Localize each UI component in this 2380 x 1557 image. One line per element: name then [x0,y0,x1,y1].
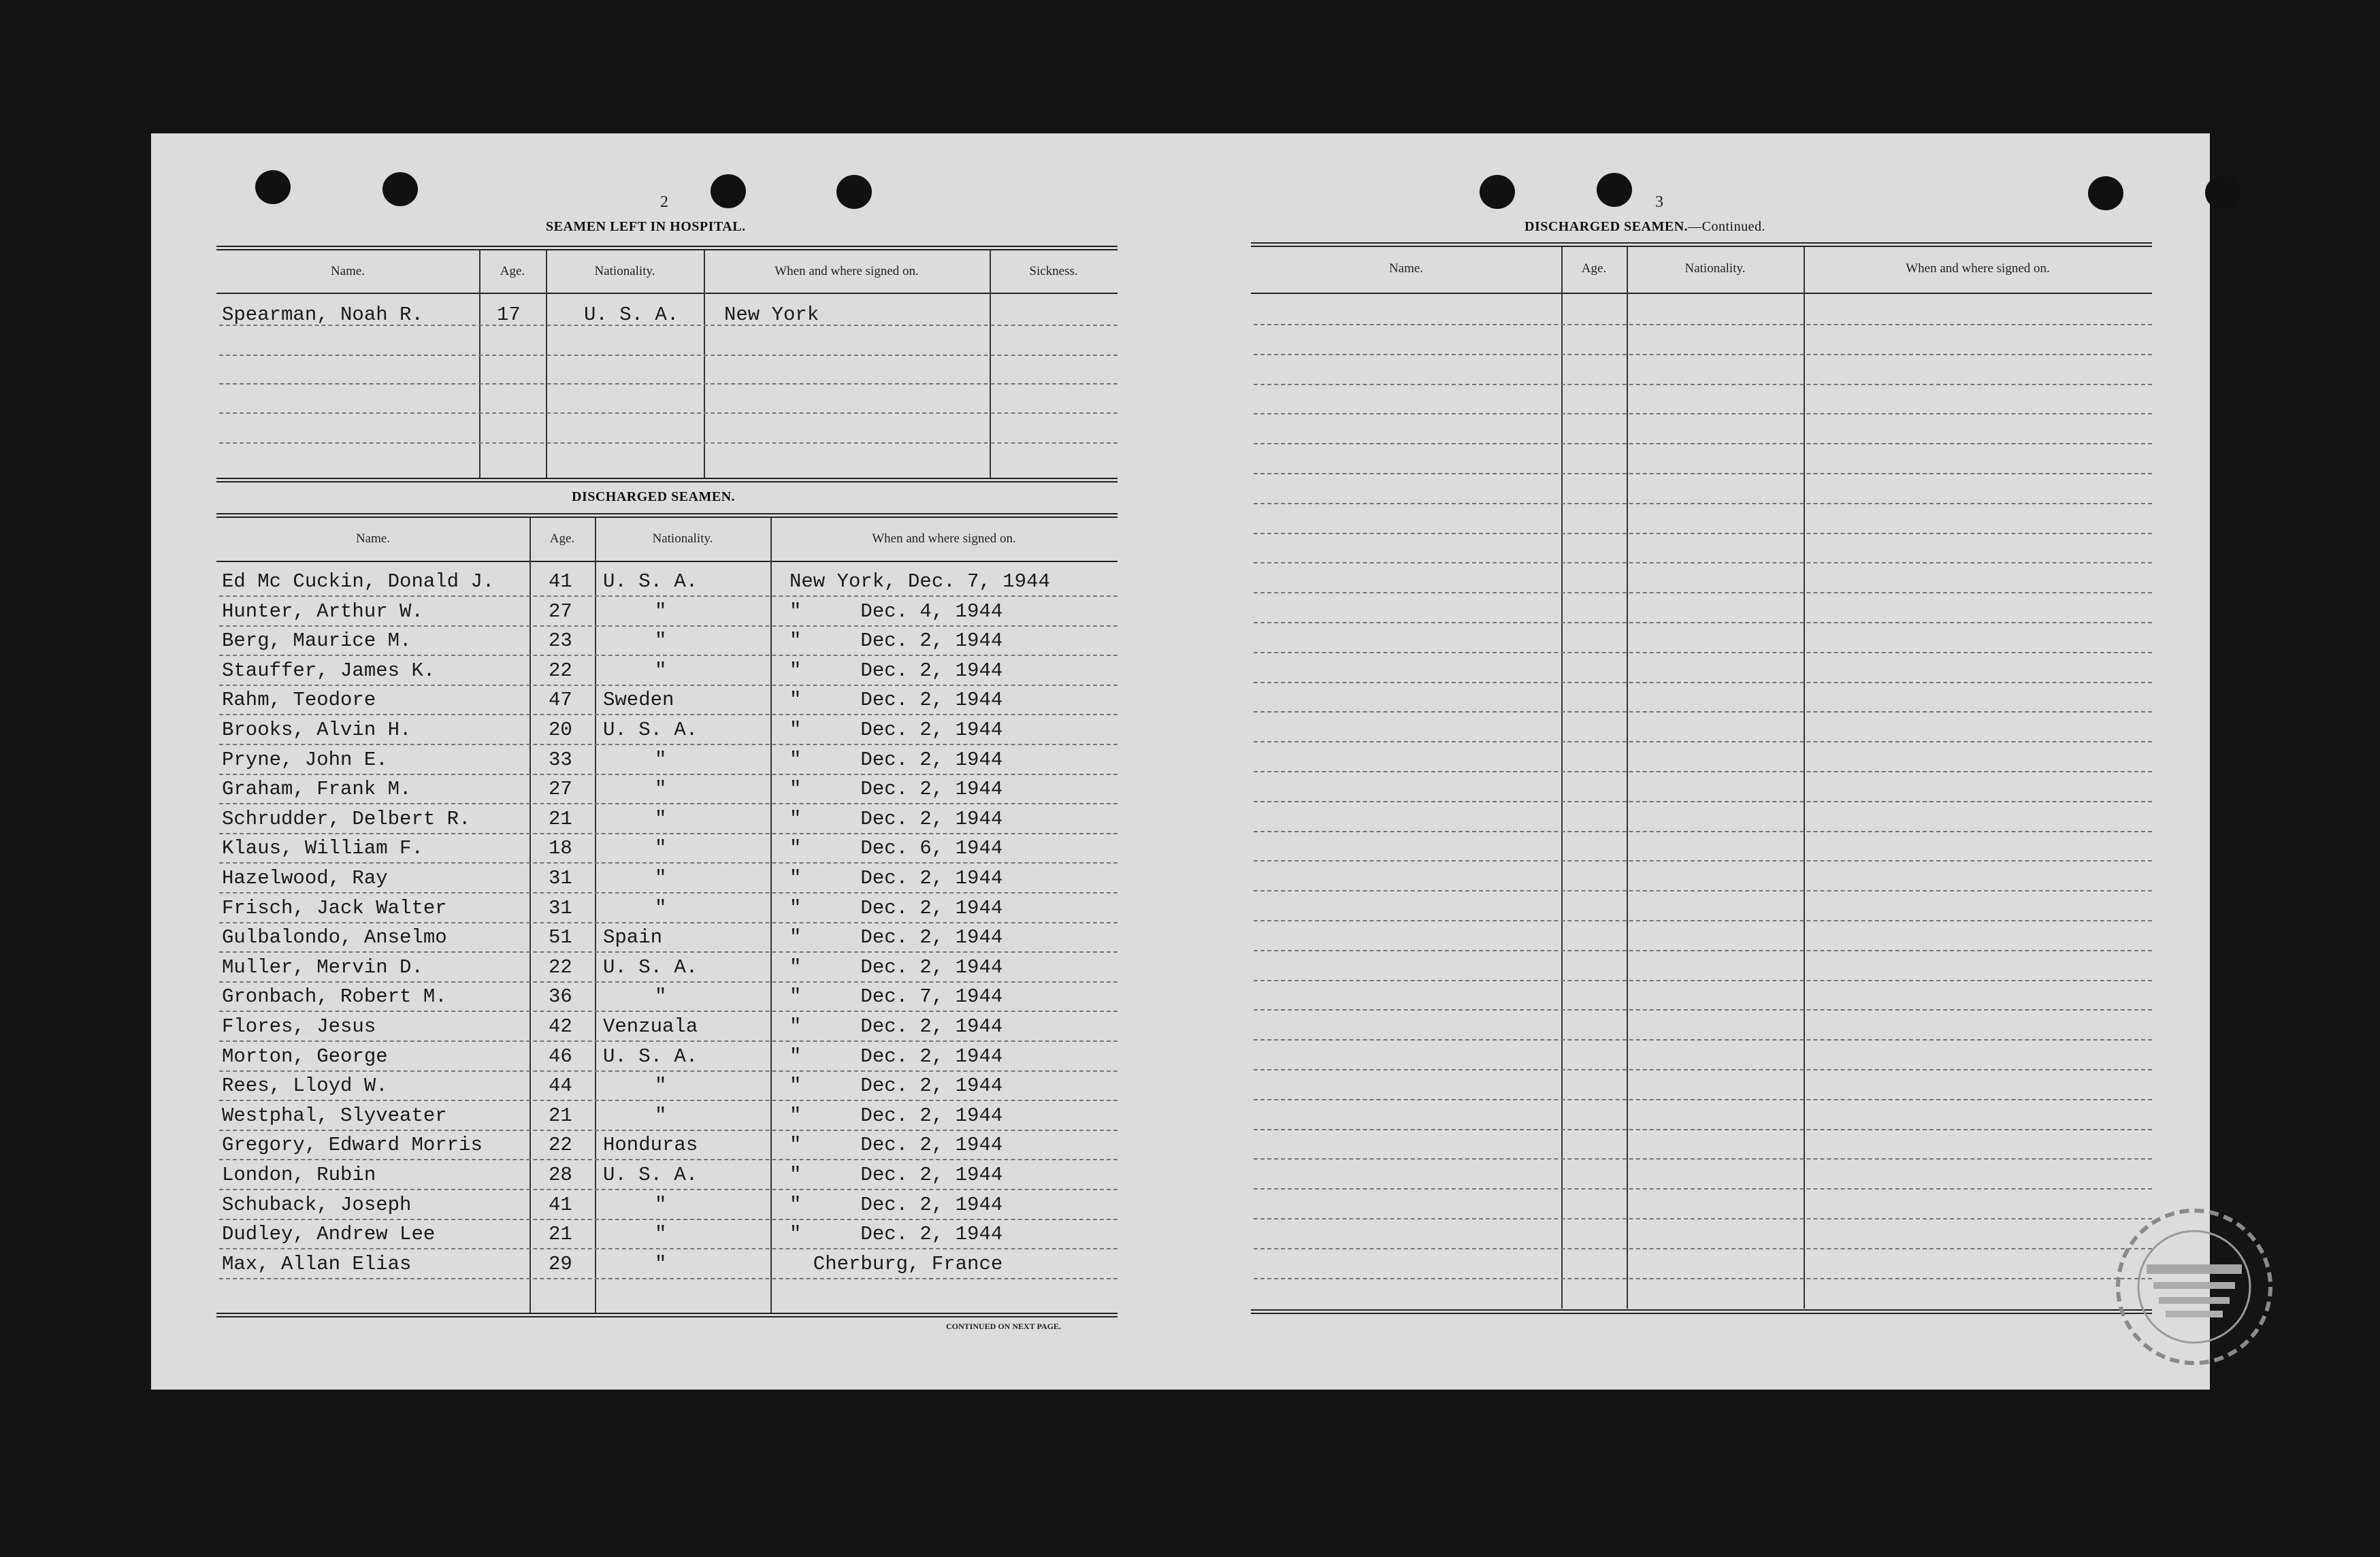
seaman-nationality: " [655,985,667,1009]
ruled-line [1254,533,2152,534]
seaman-age: 36 [549,985,572,1009]
seaman-age: 31 [549,896,572,919]
column-header-signed-on: When and where signed on. [872,531,1016,546]
right-page [1179,133,2210,1390]
seaman-signed-on: " Dec. 2, 1944 [789,1104,1003,1127]
ruled-line [219,922,1118,923]
header-rule [1251,293,2152,294]
seaman-name: Muller, Mervin D. [222,955,423,979]
ruled-line [219,1130,1118,1131]
seaman-name: Morton, George [222,1045,388,1068]
ruled-line [1254,1009,2152,1011]
ruled-line [219,625,1118,627]
seaman-age: 21 [549,807,572,830]
seaman-age: 23 [549,629,572,653]
seaman-name: Max, Allan Elias [222,1252,412,1275]
seaman-signed-on: " Dec. 2, 1944 [789,748,1003,771]
seaman-age: 29 [549,1252,572,1275]
seaman-nationality: " [655,1104,667,1127]
seaman-name: Pryne, John E. [222,748,388,771]
header-rule [216,561,1118,562]
seaman-nationality: " [655,1252,667,1275]
seaman-signed-on: " Dec. 2, 1944 [789,1193,1003,1216]
ruled-line [219,1011,1118,1012]
seaman-name: Gulbalondo, Anselmo [222,926,447,949]
seaman-age: 41 [549,1193,572,1216]
ruled-line [1254,592,2152,593]
table-bottom-rule [216,1313,1118,1317]
ruled-line [219,951,1118,953]
seaman-signed-on: " Dec. 2, 1944 [789,1164,1003,1186]
ruled-line [1254,682,2152,683]
seaman-nationality: U. S. A. [603,719,698,741]
seaman-signed-on: " Dec. 2, 1944 [789,1045,1003,1068]
seaman-name: Hazelwood, Ray [222,867,388,889]
ruled-line [219,442,1118,444]
ruled-line [1254,473,2152,474]
ruled-line [1254,831,2152,832]
seaman-signed-on: " Dec. 2, 1944 [789,719,1003,741]
punch-hole [2205,176,2240,210]
punch-hole [1480,175,1515,209]
seaman-name: Graham, Frank M. [222,778,412,801]
seaman-signed-on: " Dec. 2, 1944 [789,867,1003,889]
column-header-nationality: Nationality. [1684,261,1746,276]
ruled-line [1254,860,2152,862]
ruled-line [1254,562,2152,563]
seaman-nationality: " [655,659,667,682]
seaman-age: 31 [549,867,572,889]
seaman-name: Flores, Jesus [222,1015,376,1038]
column-divider [990,250,991,478]
ruled-line [219,981,1118,983]
ruled-line [219,383,1118,384]
ruled-line [219,355,1118,356]
ruled-line [1254,950,2152,951]
seaman-name: Dudley, Andrew Lee [222,1223,436,1246]
table-top-rule [1251,242,2152,247]
column-divider [529,518,531,1313]
seaman-signed-on: " Dec. 2, 1944 [789,629,1003,653]
column-header-age: Age. [549,531,575,546]
column-divider [1561,247,1563,1309]
ruled-line [1254,1039,2152,1040]
seaman-age: 27 [549,600,572,623]
table-top-rule [216,513,1118,518]
seaman-name: London, Rubin [222,1164,376,1186]
ruled-line [219,595,1118,597]
ruled-line [219,774,1118,775]
seaman-signed-on: " Dec. 2, 1944 [789,896,1003,919]
ruled-line [1254,771,2152,772]
seaman-age: 22 [549,955,572,979]
punch-hole [255,170,291,204]
column-header-sickness: Sickness. [1029,264,1078,278]
seaman-signed-on: " Dec. 6, 1944 [789,837,1003,860]
ruled-line [219,655,1118,656]
page-number: 3 [1655,193,1663,211]
header-rule [216,293,1118,294]
seaman-age: 47 [549,689,572,712]
seaman-name: Klaus, William F. [222,837,423,860]
ruled-line [1254,711,2152,712]
title-text: DISCHARGED SEAMEN. [1525,219,1689,234]
ruled-line [1254,741,2152,742]
ruled-line [1254,413,2152,414]
ruled-line [1254,384,2152,385]
ruled-line [1254,1188,2152,1190]
table-bottom-rule [1251,1309,2152,1314]
column-header-age: Age. [1581,261,1607,276]
seaman-nationality: " [655,1223,667,1246]
column-header-name: Name. [1388,261,1424,276]
ruled-line [1254,1278,2152,1279]
seaman-age: 51 [549,926,572,949]
ruled-line [1254,1129,2152,1130]
document-sheet [151,133,2210,1390]
ruled-line [1254,920,2152,921]
table-top-rule [216,246,1118,250]
column-divider [1804,247,1805,1309]
punch-hole [2088,176,2123,210]
ruled-line [219,1278,1118,1279]
column-header-nationality: Nationality. [652,531,713,546]
page-number: 2 [660,193,668,211]
ruled-line [219,1219,1118,1220]
seaman-signed-on: " Dec. 4, 1944 [789,600,1003,623]
seaman-name: Berg, Maurice M. [222,629,412,653]
seaman-signed-on: " Dec. 2, 1944 [789,955,1003,979]
seaman-signed-on: New York, Dec. 7, 1944 [789,570,1050,593]
seaman-nationality: " [655,1075,667,1098]
seaman-age: 20 [549,719,572,741]
ruled-line [219,412,1118,414]
seaman-nationality: Sweden [603,689,674,712]
column-divider [770,518,772,1313]
continued-note: CONTINUED ON NEXT PAGE. [946,1322,1061,1331]
seaman-name: Schuback, Joseph [222,1193,412,1216]
ruled-line [219,1159,1118,1160]
seaman-age: 46 [549,1045,572,1068]
ruled-line [1254,503,2152,504]
seaman-name: Rahm, Teodore [222,689,376,712]
ruled-line [1254,1069,2152,1070]
column-header-age: Age. [500,264,525,278]
seaman-nationality: U. S. A. [584,304,679,326]
ruled-line [1254,652,2152,653]
seaman-nationality: " [655,778,667,801]
ruled-line [1254,1158,2152,1160]
ruled-line [219,744,1118,745]
ruled-line [1254,1218,2152,1219]
ruled-line [1254,443,2152,444]
seaman-age: 27 [549,778,572,801]
hospital-section-title: SEAMEN LEFT IN HOSPITAL. [546,219,746,234]
column-divider [704,250,705,478]
ruled-line [1254,324,2152,325]
ruled-line [1254,890,2152,891]
discharged-continued-title [1525,219,1765,235]
seaman-nationality: " [655,748,667,771]
discharged-section-title: DISCHARGED SEAMEN. [572,489,736,504]
seaman-nationality: " [655,629,667,653]
seaman-signed-on: " Dec. 2, 1944 [789,778,1003,801]
seaman-signed-on: " Dec. 2, 1944 [789,1015,1003,1038]
column-divider [1627,247,1628,1309]
seaman-age: 21 [549,1104,572,1127]
seaman-age: 28 [549,1164,572,1186]
seaman-signed-on: " Dec. 2, 1944 [789,1223,1003,1246]
seaman-name: Westphal, Slyveater [222,1104,447,1127]
seaman-signed-on: " Dec. 7, 1944 [789,985,1003,1009]
seaman-age: 22 [549,1134,572,1157]
seaman-age: 42 [549,1015,572,1038]
ruled-line [219,833,1118,834]
seaman-nationality: " [655,837,667,860]
seaman-name: Rees, Lloyd W. [222,1075,388,1098]
seaman-nationality: U. S. A. [603,1045,698,1068]
seaman-age: 18 [549,837,572,860]
seaman-age: 21 [549,1223,572,1246]
punch-hole [1597,173,1632,207]
ruled-line [1254,1248,2152,1249]
ruled-line [219,1100,1118,1101]
seaman-name: Stauffer, James K. [222,659,436,682]
seaman-age: 41 [549,570,572,593]
column-header-signed-on: When and where signed on. [1906,261,2050,276]
seaman-name: Gregory, Edward Morris [222,1134,483,1157]
seaman-age: 44 [549,1075,572,1098]
seaman-signed-on: " Dec. 2, 1944 [789,1134,1003,1157]
seaman-signed-on: " Dec. 2, 1944 [789,807,1003,830]
seaman-nationality: " [655,896,667,919]
seaman-nationality: " [655,1193,667,1216]
seaman-nationality: U. S. A. [603,570,698,593]
column-divider [546,250,547,478]
ruled-line [219,1040,1118,1042]
seaman-nationality: Honduras [603,1134,698,1157]
punch-hole [382,172,418,206]
seaman-name: Schrudder, Delbert R. [222,807,471,830]
ruled-line [219,1070,1118,1072]
seaman-nationality: Venzuala [603,1015,698,1038]
seaman-nationality: Spain [603,926,663,949]
ruled-line [219,803,1118,804]
ruled-line [1254,980,2152,981]
column-divider [595,518,596,1313]
seaman-age: 33 [549,748,572,771]
seaman-name: Brooks, Alvin H. [222,719,412,741]
ruled-line [1254,354,2152,355]
ruled-line [1254,801,2152,802]
column-header-nationality: Nationality. [594,264,655,278]
seaman-signed-on: " Dec. 2, 1944 [789,1075,1003,1098]
seaman-name: Gronbach, Robert M. [222,985,447,1009]
ruled-line [219,1189,1118,1190]
column-header-signed-on: When and where signed on. [775,264,919,278]
column-divider [479,250,480,478]
ruled-line [1254,622,2152,623]
table-bottom-rule [216,478,1118,482]
received-stamp [2098,1202,2292,1372]
seaman-nationality: U. S. A. [603,955,698,979]
punch-hole [711,174,746,208]
seaman-nationality: U. S. A. [603,1164,698,1186]
seaman-name: Frisch, Jack Walter [222,896,447,919]
seaman-nationality: " [655,807,667,830]
ruled-line [1254,1099,2152,1100]
seaman-age: 22 [549,659,572,682]
ruled-line [219,685,1118,686]
ruled-line [219,892,1118,894]
seaman-age: 17 [497,304,521,326]
seaman-signed-on: " Dec. 2, 1944 [789,689,1003,712]
ruled-line [219,714,1118,715]
seaman-signed-on: Cherburg, France [789,1252,1003,1275]
ruled-line [219,1248,1118,1249]
seaman-nationality: " [655,867,667,889]
seaman-name: Ed Mc Cuckin, Donald J. [222,570,495,593]
column-header-name: Name. [330,264,365,278]
punch-hole [836,175,872,209]
seaman-signed-on: " Dec. 2, 1944 [789,926,1003,949]
seaman-name: Hunter, Arthur W. [222,600,423,623]
seaman-name: Spearman, Noah R. [222,304,423,326]
seaman-nationality: " [655,600,667,623]
ruled-line [219,862,1118,864]
seaman-signed-on: New York [724,304,819,326]
title-suffix: —Continued. [1688,219,1765,234]
column-header-name: Name. [355,531,391,546]
left-page [151,133,1179,1390]
seaman-signed-on: " Dec. 2, 1944 [789,659,1003,682]
